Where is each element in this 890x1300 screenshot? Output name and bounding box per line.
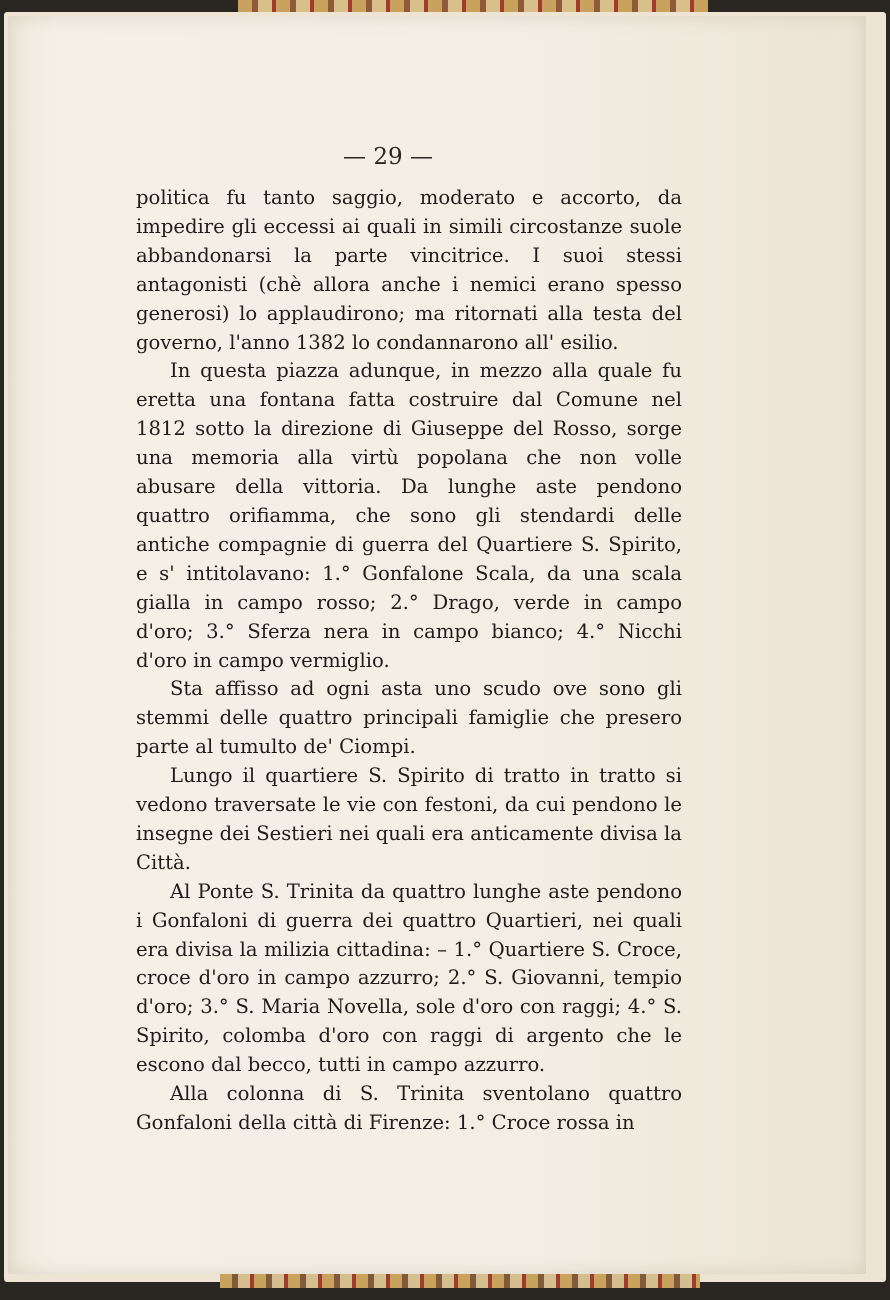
header-dash-right: — <box>402 144 433 170</box>
paragraph-2: In questa piazza adunque, in mezzo alla quale fu eretta una fontana fatta costruire dal Comune nel 1812 sotto la direzione di Giuseppe del Rosso, sorge una memoria alla virtù popolana che non volle abusare della vittoria. Da lunghe aste pendono quattro orifiamma, che sono gli stendardi delle antiche compagnie di guerra del Quartiere S. Spirito, e s' intitolavano: 1.° Gonfalone Scala, da una scala gialla in campo rosso; 2.° Drago, verde in campo d'oro; 3.° Sferza nera in campo bianco; 4.° Nicchi d'oro in campo vermiglio. <box>136 359 682 672</box>
paragraph-1: politica fu tanto saggio, moderato e accorto, da impedire gli eccessi ai quali in simili circostanze suole abbandonarsi la parte vincitrice. I suoi stessi antagonisti (chè allora anche i nemici erano spesso generosi) lo applaudirono; ma ritornati alla testa del governo, l'anno 1382 lo condannarono all' esilio. <box>136 186 682 354</box>
page-body <box>136 184 682 1138</box>
book-page <box>8 16 866 1274</box>
paragraph-4: Lungo il quartiere S. Spirito di tratto in tratto si vedono traversate le vie con festoni, da cui pendono le insegne dei Sestieri nei quali era anticamente divisa la Città. <box>136 764 682 874</box>
page-number-header <box>8 144 768 170</box>
paragraph-6: Alla colonna di S. Trinita sventolano quattro Gonfaloni della città di Firenze: 1.° Croce rossa in <box>136 1082 682 1134</box>
page-number: 29 <box>373 144 403 170</box>
endpaper-bottom <box>220 1274 700 1288</box>
paragraph-5: Al Ponte S. Trinita da quattro lunghe aste pendono i Gonfaloni di guerra dei quattro Quartieri, nei quali era divisa la milizia cittadina: – 1.° Quartiere S. Croce, croce d'oro in campo azzurro; 2.° S. Giovanni, tempio d'oro; 3.° S. Maria Novella, sole d'oro con raggi; 4.° S. Spirito, colomba d'oro con raggi di argento che le escono dal becco, tutti in campo azzurro. <box>136 879 682 1077</box>
header-dash-left: — <box>343 144 374 170</box>
paragraph-3: Sta affisso ad ogni asta uno scudo ove sono gli stemmi delle quattro principali famiglie che presero parte al tumulto de' Ciompi. <box>136 677 682 759</box>
